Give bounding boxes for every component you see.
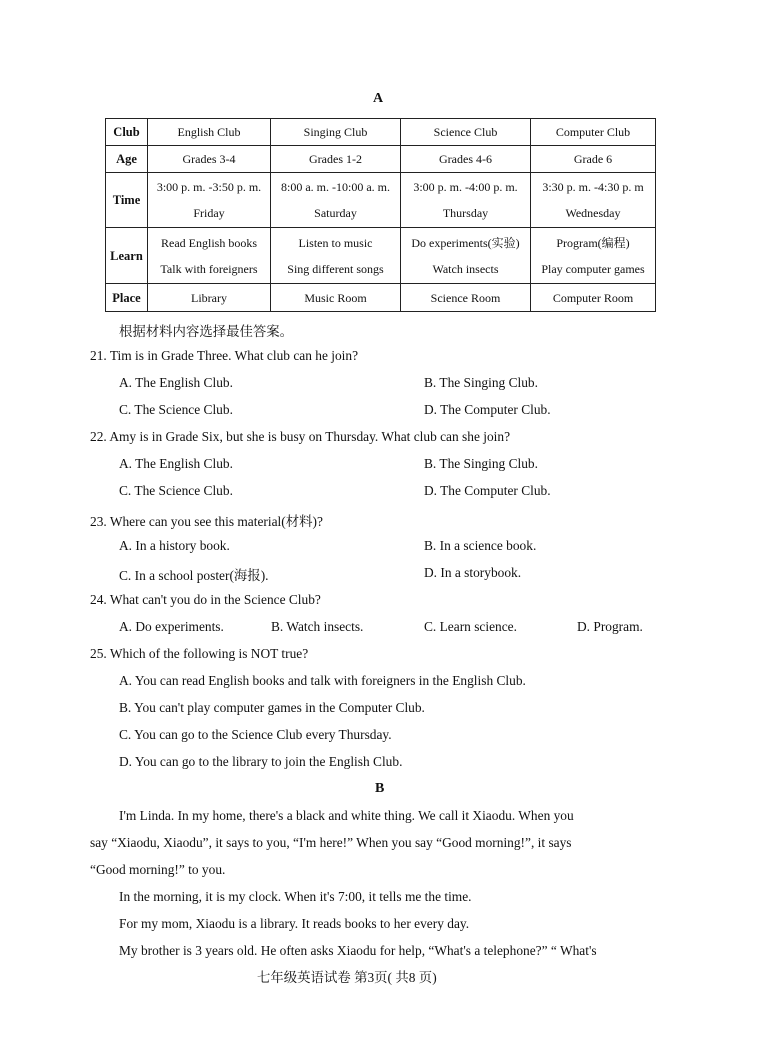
club-time-day: Thursday — [442, 206, 489, 220]
answer-option[interactable]: C. The Science Club. — [119, 483, 233, 498]
answer-option[interactable]: B. Watch insects. — [271, 619, 364, 634]
club-time — [148, 173, 271, 228]
passage-line: In the morning, it is my clock. When it's 7:00, it tells me the time. — [119, 889, 472, 904]
club-learn-item: Play computer games — [541, 261, 645, 276]
answer-option[interactable]: D. You can go to the library to join the English Club. — [119, 754, 403, 769]
passage-line: “Good morning!” to you. — [90, 862, 226, 877]
club-time — [531, 173, 656, 228]
club-place: Computer Room — [531, 284, 656, 312]
answer-option[interactable]: C. Learn science. — [424, 619, 517, 634]
club-time-hours: 3:00 p. m. -3:50 p. m. — [156, 180, 262, 194]
answer-option[interactable]: A. The English Club. — [119, 456, 233, 471]
table-row-club — [106, 119, 656, 146]
section-b-title: B — [375, 781, 385, 796]
club-time-hours: 8:00 a. m. -10:00 a. m. — [281, 180, 390, 194]
answer-option[interactable]: C. You can go to the Science Club every Thursday. — [119, 727, 392, 742]
club-learn-item: Listen to music — [298, 235, 373, 250]
passage-line: For my mom, Xiaodu is a library. It reads books to her every day. — [119, 916, 470, 931]
club-name: English Club — [148, 119, 271, 146]
club-age: Grades 1-2 — [271, 146, 401, 173]
question-stem: 25. Which of the following is NOT true? — [90, 646, 309, 661]
row-header-learn: Learn — [106, 228, 148, 284]
club-learn — [401, 228, 531, 284]
table-row-learn — [106, 228, 656, 284]
club-name: Singing Club — [271, 119, 401, 146]
club-learn — [148, 228, 271, 284]
table-row-place — [106, 284, 656, 312]
club-place: Music Room — [271, 284, 401, 312]
club-time-hours: 3:30 p. m. -4:30 p. m — [542, 180, 644, 194]
club-place: Science Room — [401, 284, 531, 312]
passage-line: I'm Linda. In my home, there's a black and white thing. We call it Xiaodu. When you — [119, 808, 574, 823]
answer-option[interactable]: B. You can't play computer games in the Computer Club. — [119, 700, 425, 715]
question-stem: 21. Tim is in Grade Three. What club can he join? — [90, 348, 359, 363]
question-stem: 23. Where can you see this material(材料)? — [90, 514, 323, 529]
club-time-day: Friday — [193, 206, 225, 220]
row-header-place: Place — [106, 284, 148, 312]
answer-option[interactable]: D. The Computer Club. — [424, 483, 551, 498]
club-time-day: Wednesday — [565, 206, 621, 220]
club-age: Grade 6 — [531, 146, 656, 173]
row-header-club: Club — [106, 119, 148, 146]
club-time — [401, 173, 531, 228]
club-learn-item: Sing different songs — [287, 261, 384, 276]
answer-option[interactable]: C. In a school poster(海报). — [119, 568, 269, 583]
row-header-age: Age — [106, 146, 148, 173]
passage-line: My brother is 3 years old. He often asks Xiaodu for help, “What's a telephone?” “ What's — [119, 943, 597, 958]
answer-option[interactable]: D. The Computer Club. — [424, 402, 551, 417]
club-learn-item: Do experiments(实验) — [411, 235, 520, 250]
club-name: Computer Club — [531, 119, 656, 146]
club-learn-item: Watch insects — [432, 261, 499, 276]
table-row-time — [106, 173, 656, 228]
club-learn — [531, 228, 656, 284]
club-table — [105, 118, 656, 312]
passage-line: say “Xiaodu, Xiaodu”, it says to you, “I'm here!” When you say “Good morning!”, it says — [90, 835, 572, 850]
section-a-title: A — [373, 91, 384, 106]
club-name: Science Club — [401, 119, 531, 146]
question-stem: 22. Amy is in Grade Six, but she is busy on Thursday. What club can she join? — [90, 429, 511, 444]
answer-option[interactable]: C. The Science Club. — [119, 402, 233, 417]
answer-option[interactable]: A. In a history book. — [119, 538, 230, 553]
page-footer: 七年级英语试卷 第3页( 共8 页) — [257, 970, 437, 985]
club-learn — [271, 228, 401, 284]
club-place: Library — [148, 284, 271, 312]
club-time-day: Saturday — [314, 206, 357, 220]
answer-option[interactable]: B. In a science book. — [424, 538, 537, 553]
club-learn-item: Talk with foreigners — [160, 261, 258, 276]
table-row-age — [106, 146, 656, 173]
row-header-time: Time — [106, 173, 148, 228]
club-time — [271, 173, 401, 228]
answer-option[interactable]: D. Program. — [577, 619, 643, 634]
answer-option[interactable]: D. In a storybook. — [424, 565, 522, 580]
answer-option[interactable]: A. The English Club. — [119, 375, 233, 390]
instruction-text: 根据材料内容选择最佳答案。 — [119, 324, 294, 339]
club-age: Grades 3-4 — [148, 146, 271, 173]
answer-option[interactable]: B. The Singing Club. — [424, 456, 538, 471]
club-learn-item: Read English books — [161, 235, 257, 250]
answer-option[interactable]: A. Do experiments. — [119, 619, 224, 634]
answer-option[interactable]: A. You can read English books and talk with foreigners in the English Club. — [119, 673, 526, 688]
question-stem: 24. What can't you do in the Science Club? — [90, 592, 321, 607]
club-learn-item: Program(编程) — [556, 235, 630, 250]
answer-option[interactable]: B. The Singing Club. — [424, 375, 538, 390]
club-age: Grades 4-6 — [401, 146, 531, 173]
club-time-hours: 3:00 p. m. -4:00 p. m. — [413, 180, 518, 194]
